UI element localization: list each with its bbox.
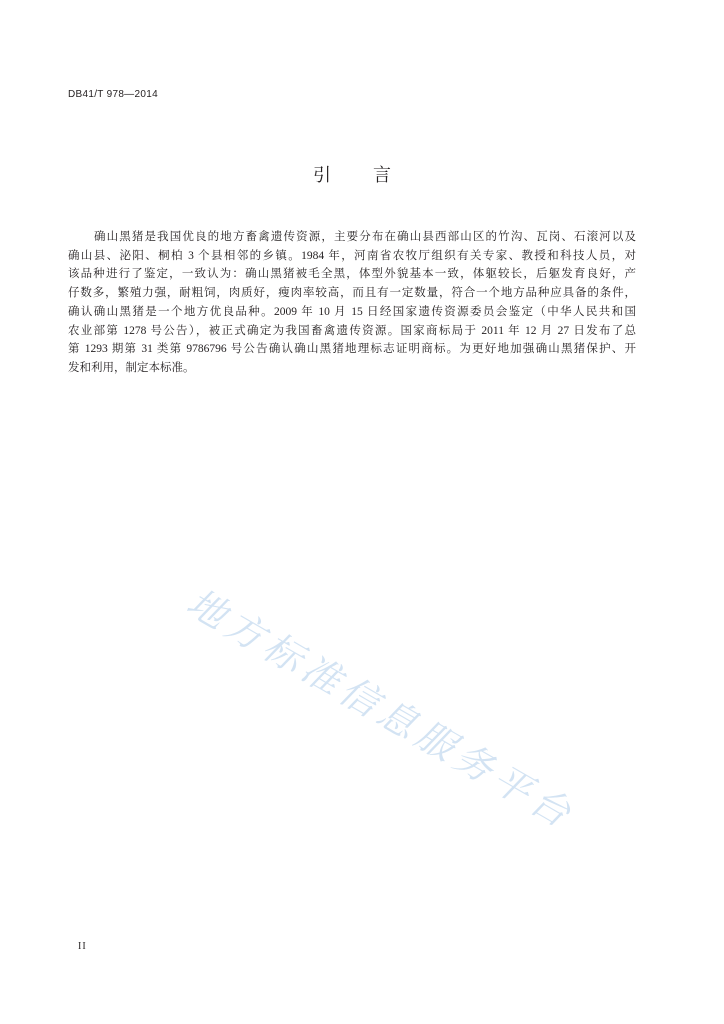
body-line: 确山县、泌阳、桐柏 3 个县相邻的乡镇。1984 年，河南省农牧厅组织有关专家、教授和科技人员，对: [68, 249, 636, 262]
body-line: 仔数多，繁殖力强，耐粗饲，肉质好，瘦肉率较高，而且有一定数量，符合一个地方品种应具备的条件，: [68, 287, 636, 300]
body-line: 确山黑猪是我国优良的地方畜禽遗传资源，主要分布在确山县西部山区的竹沟、瓦岗、石滚河以及: [94, 231, 636, 243]
platform-watermark: 地方标准信息服务平台: [179, 581, 582, 839]
body-line: 该品种进行了鉴定，一致认为：确山黑猪被毛全黑，体型外貌基本一致，体躯较长，后躯发育良好，产: [68, 268, 636, 281]
body-line: 第 1293 期第 31 类第 9786796 号公告确认确山黑猪地理标志证明商标。为更好地加强确山黑猪保护、开: [68, 343, 636, 356]
body-line: 农业部第 1278 号公告），被正式确定为我国畜禽遗传资源。国家商标局于 2011 年 12 月 27 日发布了总: [68, 324, 636, 337]
body-line: 确认确山黑猪是一个地方优良品种。2009 年 10 月 15 日经国家遗传资源委员会鉴定（中华人民共和国: [68, 305, 636, 318]
introduction-paragraph: [68, 228, 636, 378]
body-line: 发和利用，制定本标准。: [68, 361, 195, 374]
standard-code-header: DB41/T 978—2014: [68, 89, 158, 100]
page-number: II: [78, 941, 87, 952]
section-title: 引 言: [313, 165, 403, 185]
